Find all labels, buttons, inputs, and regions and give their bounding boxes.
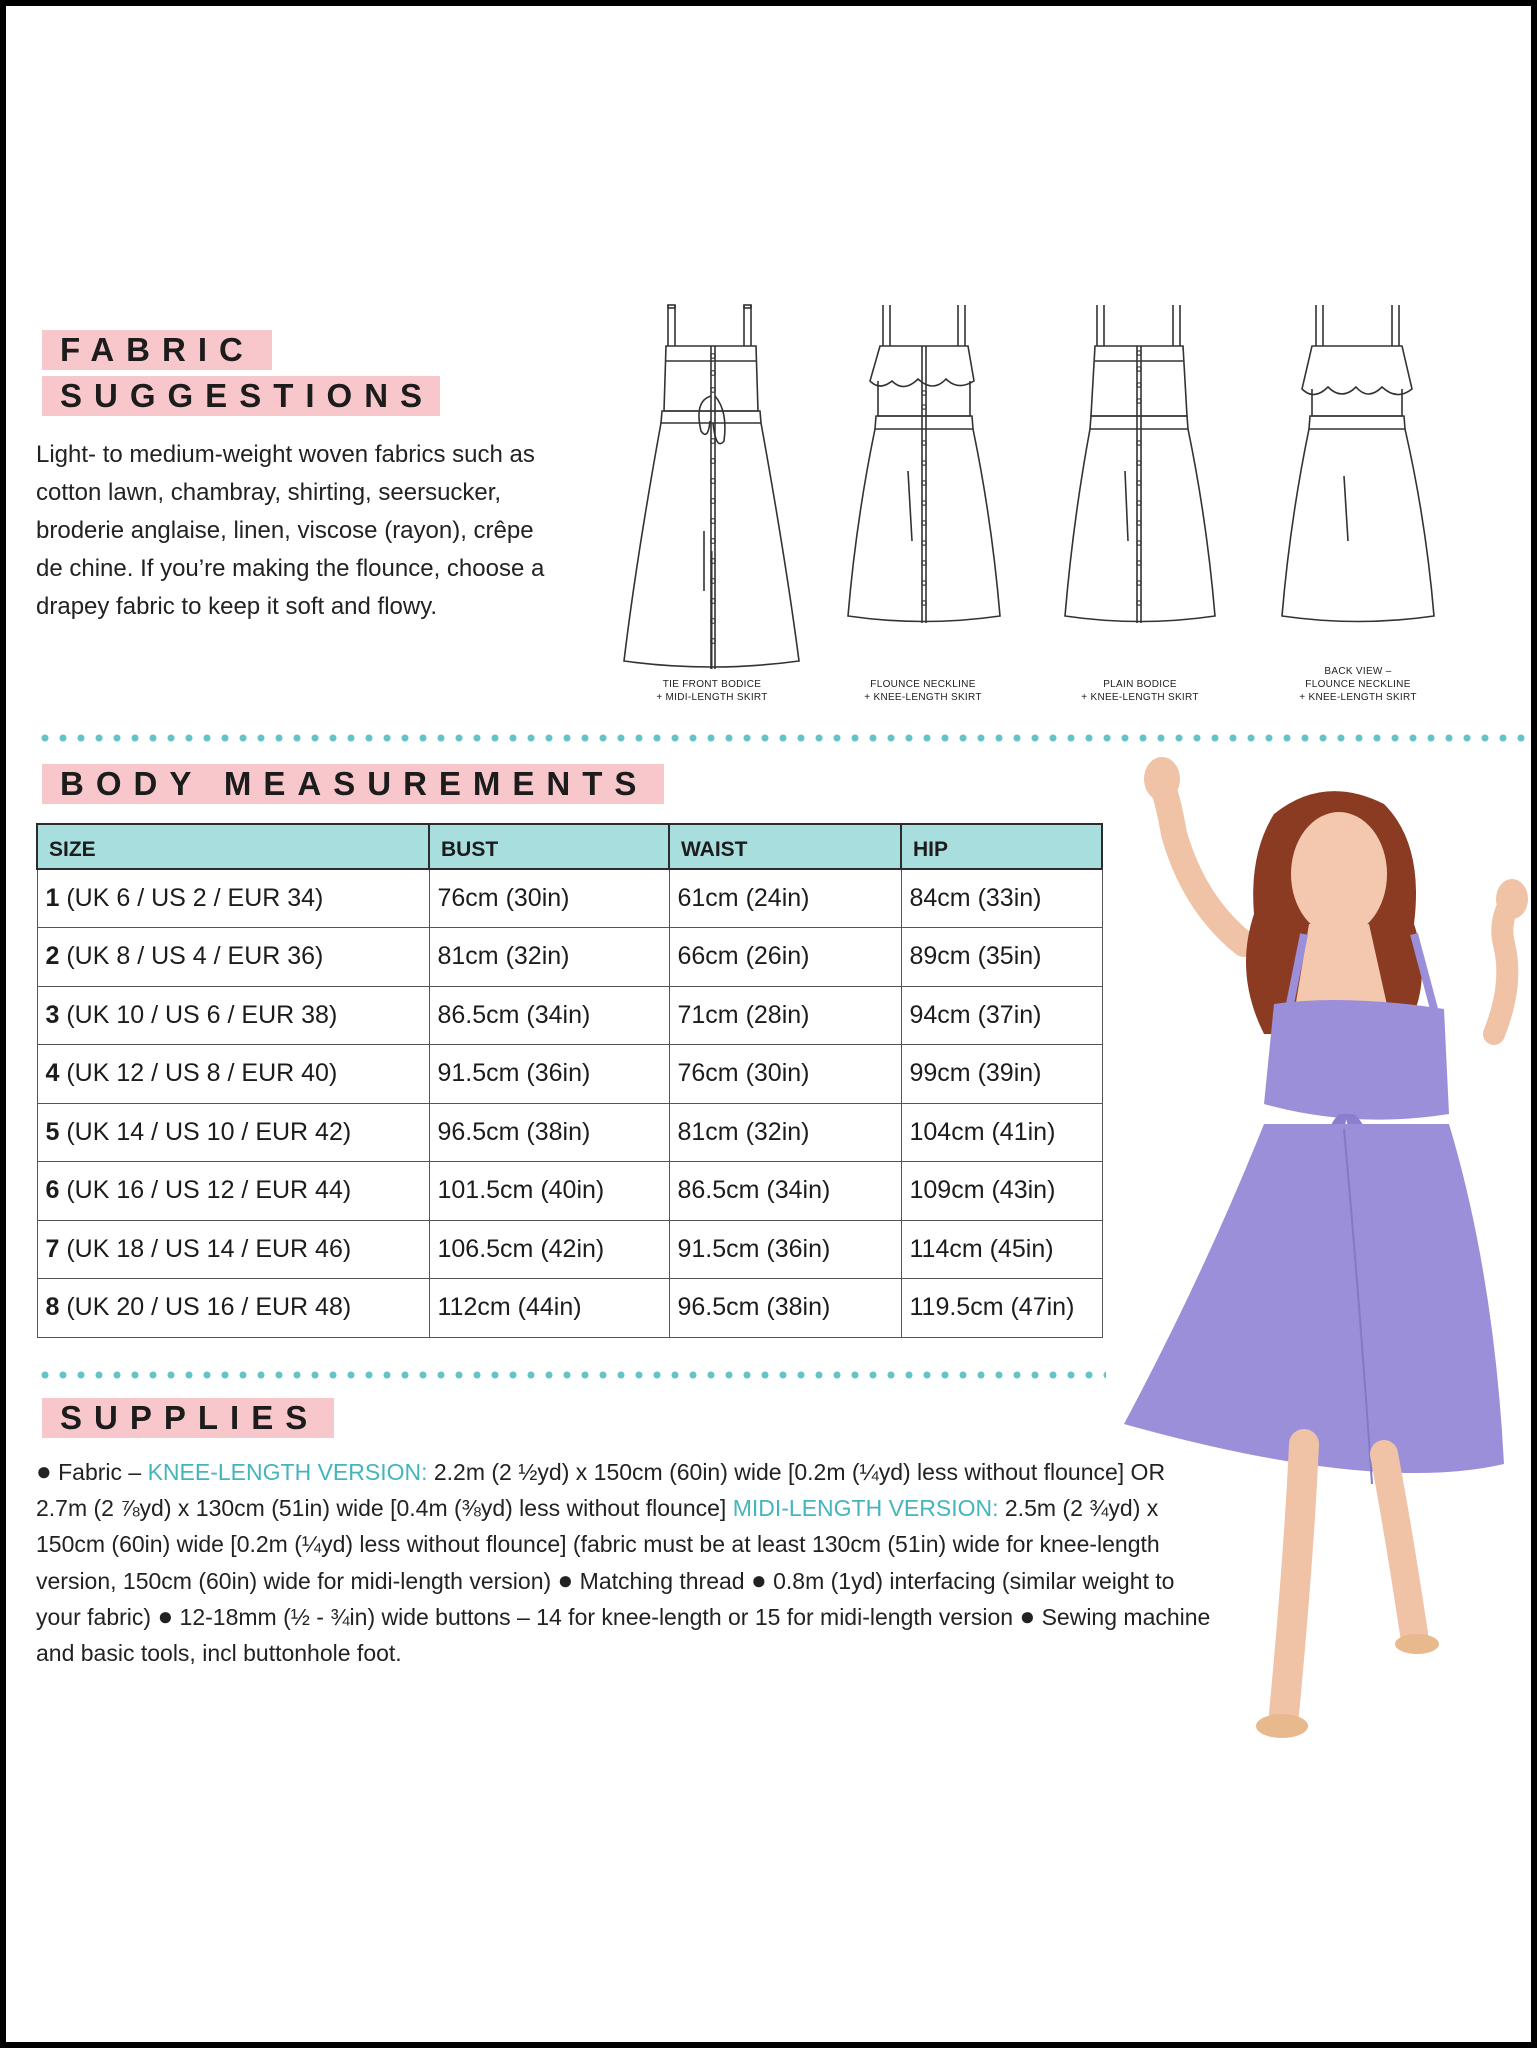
dress-drawing-plain-bodice: [1055, 301, 1225, 631]
hip-cell: 114cm (45in): [901, 1220, 1102, 1279]
bullet-icon: ●: [557, 1564, 574, 1595]
supplies-heading: SUPPLIES: [42, 1398, 334, 1438]
waist-cell: 86.5cm (34in): [669, 1162, 901, 1221]
column-header-bust: BUST: [429, 824, 669, 869]
size-cell: 2 (UK 8 / US 4 / EUR 36): [37, 928, 429, 987]
dotted-divider-top: [36, 734, 1531, 742]
hip-cell: 104cm (41in): [901, 1103, 1102, 1162]
bullet-icon: ●: [1019, 1600, 1036, 1631]
fabric-heading-line2: SUGGESTIONS: [42, 376, 440, 416]
fabric-heading-line1: FABRIC: [42, 330, 272, 370]
table-row: [37, 1162, 1102, 1221]
table-row: [37, 1220, 1102, 1279]
bullet-icon: ●: [750, 1564, 767, 1595]
view-caption-2: FLOUNCE NECKLINE + KNEE-LENGTH SKIRT: [864, 679, 982, 703]
waist-cell: 76cm (30in): [669, 1045, 901, 1104]
waist-cell: 61cm (24in): [669, 869, 901, 928]
bust-cell: 81cm (32in): [429, 928, 669, 987]
waist-cell: 81cm (32in): [669, 1103, 901, 1162]
column-header-hip: HIP: [901, 824, 1102, 869]
table-header-row: [37, 824, 1102, 869]
waist-cell: 71cm (28in): [669, 986, 901, 1045]
pattern-page: [6, 6, 1531, 2042]
bullet-icon: ●: [157, 1600, 174, 1631]
model-photo: [1114, 754, 1531, 1744]
bust-cell: 96.5cm (38in): [429, 1103, 669, 1162]
hip-cell: 89cm (35in): [901, 928, 1102, 987]
hip-cell: 119.5cm (47in): [901, 1279, 1102, 1338]
midi-length-label: MIDI-LENGTH VERSION:: [732, 1495, 999, 1522]
dress-drawing-flounce-neckline: [838, 301, 1008, 631]
table-row: [37, 1279, 1102, 1338]
bust-cell: 112cm (44in): [429, 1279, 669, 1338]
hip-cell: 84cm (33in): [901, 869, 1102, 928]
size-cell: 4 (UK 12 / US 8 / EUR 40): [37, 1045, 429, 1104]
size-cell: 5 (UK 14 / US 10 / EUR 42): [37, 1103, 429, 1162]
table-row: [37, 869, 1102, 928]
table-row: [37, 986, 1102, 1045]
table-row: [37, 928, 1102, 987]
bust-cell: 76cm (30in): [429, 869, 669, 928]
size-cell: 1 (UK 6 / US 2 / EUR 34): [37, 869, 429, 928]
bullet-icon: ●: [36, 1456, 52, 1486]
supplies-list: ● Fabric – KNEE-LENGTH VERSION: 2.2m (2 ½yd) x 150cm (60in) wide [0.2m (¼yd) less without flounce] OR 2.7m (2 ⅞yd) x 130cm (51in) wide [0.4m (⅜yd) less without flounce] MIDI-LENGTH VERSION: 2.5m (2 ¾yd) x 150cm (60in) wide [0.2m (¼yd) less without flounce] (fabric must be at least 130cm (51in) wide for knee-length version, 150cm (60in) wide for midi-length version) ● Matching thread ● 0.8m (1yd) interfacing (similar weight to your fabric) ● 12-18mm (½ - ¾in) wide buttons – 14 for knee-length or 15 for midi-length version ● Sewing machine and basic tools, incl buttonhole foot.: [36, 1456, 1211, 1667]
dotted-divider-bottom: [36, 1371, 1106, 1379]
size-cell: 8 (UK 20 / US 16 / EUR 48): [37, 1279, 429, 1338]
waist-cell: 66cm (26in): [669, 928, 901, 987]
table-row: [37, 1045, 1102, 1104]
column-header-waist: WAIST: [669, 824, 901, 869]
hip-cell: 99cm (39in): [901, 1045, 1102, 1104]
knee-length-label: KNEE-LENGTH VERSION:: [147, 1459, 428, 1485]
measurements-heading: BODY MEASUREMENTS: [42, 764, 664, 804]
bust-cell: 101.5cm (40in): [429, 1162, 669, 1221]
waist-cell: 96.5cm (38in): [669, 1279, 901, 1338]
bust-cell: 106.5cm (42in): [429, 1220, 669, 1279]
bust-cell: 91.5cm (36in): [429, 1045, 669, 1104]
size-cell: 3 (UK 10 / US 6 / EUR 38): [37, 986, 429, 1045]
measurements-table: [36, 823, 1103, 1338]
dress-drawing-back-view: [1272, 301, 1442, 631]
fabric-description: Light- to medium-weight woven fabrics such as cotton lawn, chambray, shirting, seersucker, broderie anglaise, linen, viscose (rayon), crêpe de chine. If you’re making the flounce, choose a drapey fabric to keep it soft and flowy.: [36, 441, 545, 620]
column-header-size: SIZE: [37, 824, 429, 869]
view-caption-3: PLAIN BODICE + KNEE-LENGTH SKIRT: [1081, 679, 1199, 703]
hip-cell: 94cm (37in): [901, 986, 1102, 1045]
bust-cell: 86.5cm (34in): [429, 986, 669, 1045]
waist-cell: 91.5cm (36in): [669, 1220, 901, 1279]
table-row: [37, 1103, 1102, 1162]
view-caption-4: BACK VIEW – FLOUNCE NECKLINE + KNEE-LENGTH SKIRT: [1299, 666, 1417, 703]
hip-cell: 109cm (43in): [901, 1162, 1102, 1221]
size-cell: 7 (UK 18 / US 14 / EUR 46): [37, 1220, 429, 1279]
view-caption-1: TIE FRONT BODICE + MIDI-LENGTH SKIRT: [656, 679, 768, 703]
dress-drawing-tie-front: [616, 301, 806, 681]
size-cell: 6 (UK 16 / US 12 / EUR 44): [37, 1162, 429, 1221]
